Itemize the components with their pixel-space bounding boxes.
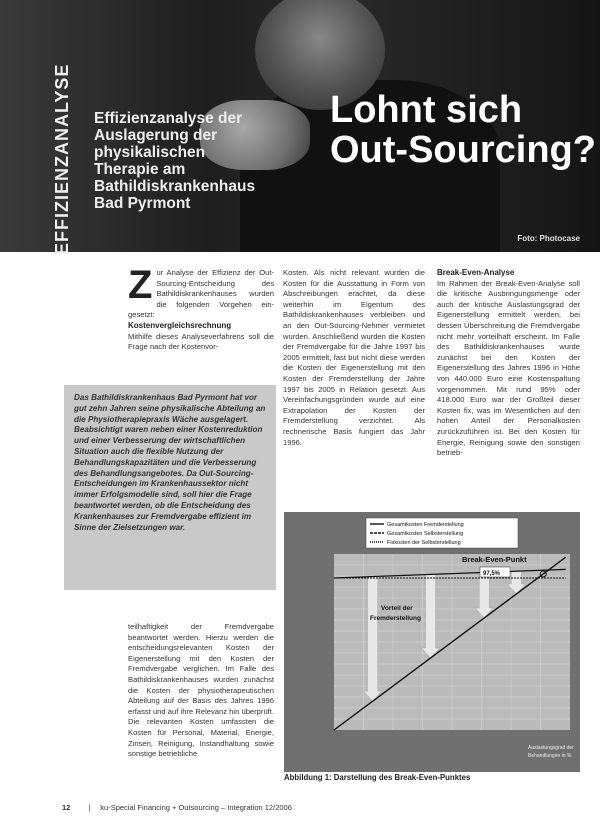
article-subtitle xyxy=(94,110,284,212)
photo-credit: Foto: Photocase xyxy=(517,234,580,243)
break-even-value: 97,5% xyxy=(483,571,501,577)
legend-label-fix: Fixkosten der Selbsterstellung xyxy=(387,540,461,546)
subtitle-line: Bathildiskrankenhaus xyxy=(94,178,256,195)
section-heading: Kostenvergleichsrechnung xyxy=(128,320,232,330)
column-1-lower xyxy=(128,622,274,760)
intro-text: Das Bathildiskrankenhaus Bad Pyrmont hat vor gut zehn Jahren seine physikalische Abteilung an die Physiotherapiepraxis Wäche ausgelagert. Beabsichtigt waren neben einer Kostenreduktion und einer Verbesserung der wirtschaftlichen Situation auch die flexible Nutzung der Behandlungskapazitäten und die Verbesserung des Behandlungsangebotes. Da Out-Sourcing-Entscheidungen im Krankenhaussektor nicht immer Erfolgsmodelle sind, soll hier die Frage beantwortet werden, ob die Entscheidung des Krankenhauses zur Fremdvergabe effizient im Sinne der Zielsetzungen war. xyxy=(74,393,266,532)
paragraph: Kosten. Als nicht relevant wurden die Kosten für die Ausstattung in Form von Abschreibungen erachtet, da diese weiterhin im Eigentum des Bathildiskrankenhauses verbleiben und an den Out-Sourcing-Nehmer vermietet wurden. Anschließend wurden die Kosten der Fremdvergabe für die Jahre 1997 bis 2005 ermittelt, fast but nicht diese werden die Kosten der Eigenerstellung mit den Kosten der Fremderstellung der Jahre 1997 bis 2005 in Relation gesetzt. Aus Vereinfachungsgründen wurde auf eine Extrapolation der Kosten der Fremderstellung verzichtet. Als rechnerische Basis fungiert das Jahr 1996. xyxy=(283,268,425,447)
subtitle-line: Bad Pyrmont xyxy=(94,195,191,212)
column-1-top xyxy=(128,263,274,353)
section-label: EFFIZIENZANALYSE xyxy=(52,63,72,255)
break-even-chart xyxy=(284,512,580,778)
footer-separator: | xyxy=(88,803,91,812)
advantage-label-1: Vorteil der xyxy=(381,605,413,612)
figure-caption: Abbildung 1: Darstellung des Break-Even-Punktes xyxy=(284,773,471,782)
legend-label-selbst: Gesamtkosten Selbsterstellung xyxy=(387,531,464,537)
dropcap: Z xyxy=(128,263,153,307)
break-even-label: Break-Even-Punkt xyxy=(462,555,527,564)
page-footer xyxy=(62,803,292,812)
advantage-label-2: Fremderstellung xyxy=(370,615,421,622)
journal-name: ku-Special Financing + Outsourcing – Integration 12/2006 xyxy=(100,803,292,812)
subtitle-line: Therapie am xyxy=(94,161,186,178)
x-caption-1: Auslastungsgrad der xyxy=(528,745,574,751)
paragraph: Im Rahmen der Break-Even-Analyse soll die kritische Ausbringungsmenge oder auch der kritische Auslastungsgrad der Eigenerstellung ermittelt werden, bei dessen Überschreitung die Fremdvergabe nicht mehr vorteilhaft erscheint. Im Falle des Bathildiskrankenhauses wurde zunächst bei den Kosten der Eigenerstellung des Jahres 1996 in Höhe von 440.000 Euro eine Kostenspaltung vorgenommen. Mit rund 95% oder 418.000 Euro war der Großteil dieser Kosten fix, was im Wesentlichen auf den hohen Anteil der Personalkosten zurückzuführen ist. Bei den Kosten für Energie, Reinigung sowie den sonstigen betrieb- xyxy=(437,278,580,458)
column-2 xyxy=(283,268,425,448)
title-line: Out-Sourcing? xyxy=(330,129,596,171)
chart-svg xyxy=(284,512,580,772)
x-caption-2: Behandlungen in % xyxy=(528,753,572,759)
legend-label-fremd: Gesamtkosten Fremderstellung xyxy=(387,522,464,528)
article-title xyxy=(330,90,595,170)
title-line: Lohnt sich xyxy=(330,89,523,131)
subtitle-line: Auslagerung der xyxy=(94,127,218,144)
paragraph: Mithilfe dieses Analyseverfahrens soll die Frage nach der Kostenvor- xyxy=(128,331,274,352)
intro-box xyxy=(64,385,276,590)
page-number: 12 xyxy=(62,803,71,812)
section-heading: Break-Even-Analyse xyxy=(437,268,515,277)
paragraph: teilhaftigkeit der Fremdvergabe beantwortet werden. Hierzu werden die entscheidungsrelevanten Kosten der Eigenerstellung mit den Kosten der Fremdvergabe verglichen. Im Falle des Bathildiskrankenhauses wurden zunächst die Kosten der physiotherapeutischen Abteilung auf der Basis des Jahres 1996 erfasst und auf ihre Relevanz hin überprüft. Die relevanten Kosten umfassten die Kosten für Personal, Material, Energie, Zinsen, Reinigung, Instandhaltung sowie sonstige betriebliche xyxy=(128,622,274,759)
subtitle-line: physikalischen xyxy=(94,144,206,161)
subtitle-line: Effizienzanalyse der xyxy=(94,110,243,127)
paragraph: ur Analyse der Effizienz der Out-Sourcing-Entscheidung des Bathildiskrankenhauses wurden die folgenden Vorgehen ein-gesetzt: xyxy=(128,268,274,320)
column-3 xyxy=(437,268,580,459)
